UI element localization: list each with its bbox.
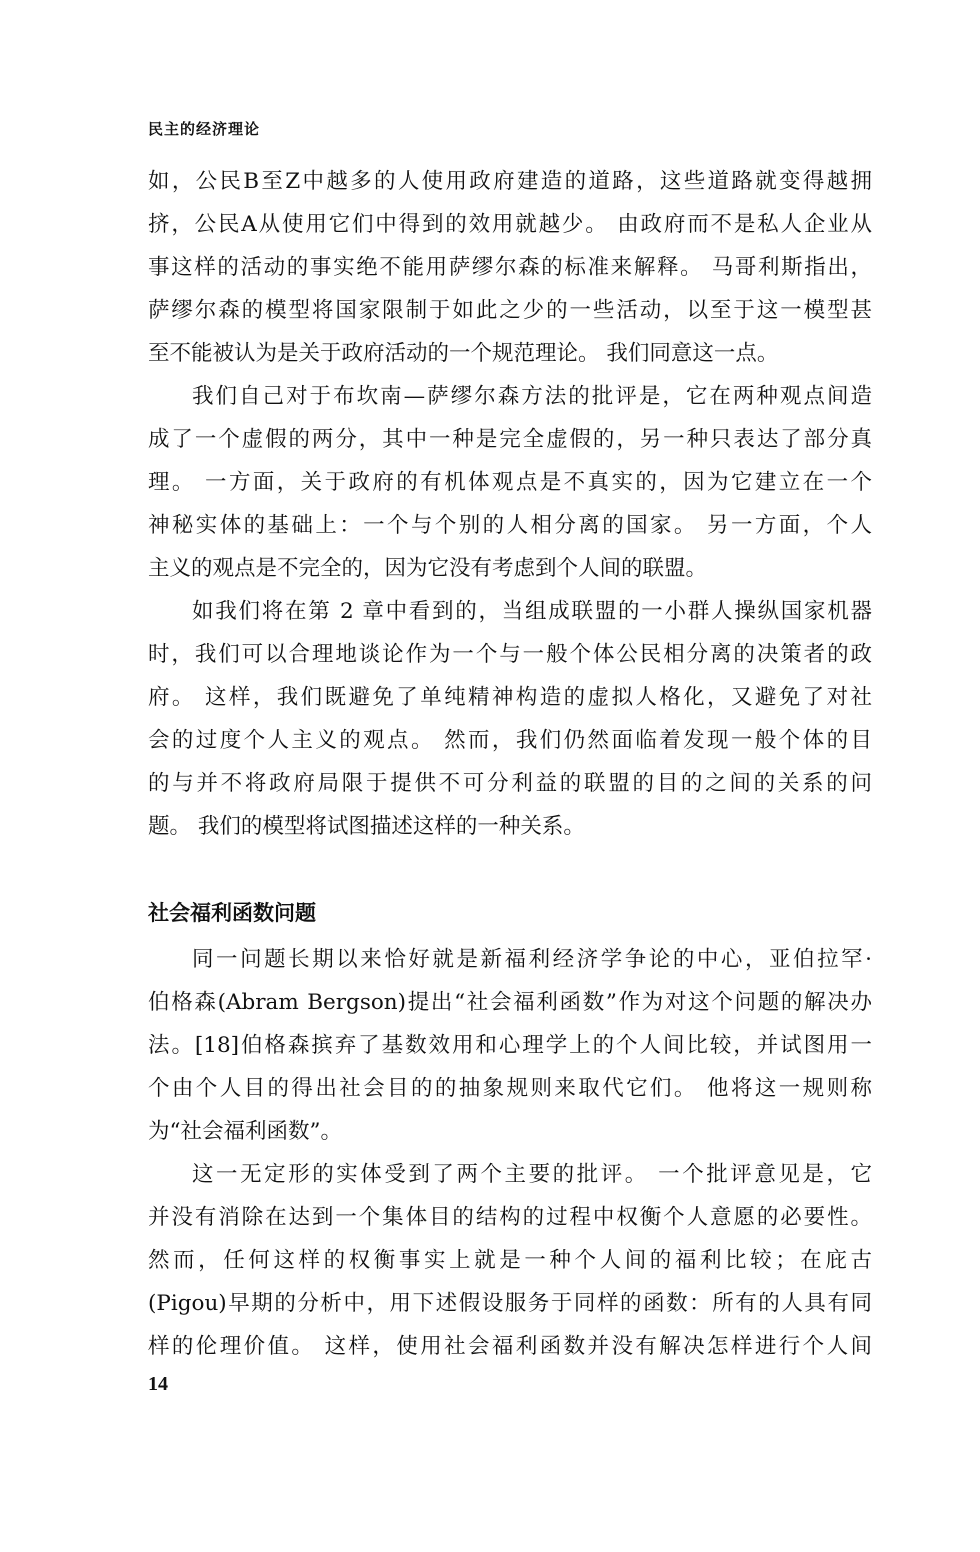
text-line: 如，公民B至Z中越多的人使用政府建造的道路，这些道路就变得越拥: [148, 169, 872, 194]
paragraph-first-line: 如我们将在第 2 章中看到的，当组成联盟的一小群人操纵国家机器: [192, 599, 872, 624]
text-line: 府。 这样，我们既避免了单纯精神构造的虚拟人格化，又避免了对社: [148, 685, 872, 710]
text-line: 并没有消除在达到一个集体目的结构的过程中权衡个人意愿的必要性。: [148, 1205, 872, 1230]
text-line: 事这样的活动的事实绝不能用萨缪尔森的标准来解释。 马哥利斯指出，: [148, 255, 872, 280]
text-line: 时，我们可以合理地谈论作为一个与一般个体公民相分离的决策者的政: [148, 642, 872, 667]
text-line: 理。 一方面，关于政府的有机体观点是不真实的，因为它建立在一个: [148, 470, 872, 495]
text-line: 法。[18]伯格森摈弃了基数效用和心理学上的个人间比较，并试图用一: [148, 1033, 872, 1058]
text-line: 挤，公民A从使用它们中得到的效用就越少。 由政府而不是私人企业从: [148, 212, 872, 237]
text-line: 神秘实体的基础上：一个与个别的人相分离的国家。 另一方面，个人: [148, 513, 872, 538]
text-line: 个由个人目的得出社会目的的抽象规则来取代它们。 他将这一规则称: [148, 1076, 872, 1101]
text-line: 主义的观点是不完全的，因为它没有考虑到个人间的联盟。: [148, 556, 708, 581]
paragraph-first-line: 这一无定形的实体受到了两个主要的批评。 一个批评意见是，它: [192, 1162, 872, 1187]
text-line: (Pigou)早期的分析中，用下述假设服务于同样的函数：所有的人具有同: [148, 1291, 872, 1316]
paragraph-first-line: 我们自己对于布坎南—萨缪尔森方法的批评是，它在两种观点间造: [192, 384, 872, 409]
text-line: 伯格森(Abram Bergson)提出“社会福利函数”作为对这个问题的解决办: [148, 990, 872, 1015]
text-line: 萨缪尔森的模型将国家限制于如此之少的一些活动，以至于这一模型甚: [148, 298, 872, 323]
text-line: 的与并不将政府局限于提供不可分利益的联盟的目的之间的关系的问: [148, 771, 872, 796]
section-heading: 社会福利函数问题: [148, 901, 316, 925]
text-line: 然而，任何这样的权衡事实上就是一种个人间的福利比较；在庇古: [148, 1248, 872, 1273]
text-line: 成了一个虚假的两分，其中一种是完全虚假的，另一种只表达了部分真: [148, 427, 872, 452]
text-line: 会的过度个人主义的观点。 然而，我们仍然面临着发现一般个体的目: [148, 728, 872, 753]
running-head-title: 民主的经济理论: [148, 120, 261, 138]
text-line: 至不能被认为是关于政府活动的一个规范理论。 我们同意这一点。: [148, 341, 779, 366]
text-line: 题。 我们的模型将试图描述这样的一种关系。: [148, 814, 585, 839]
body-text-bottom: [148, 938, 872, 1368]
body-text-top: [148, 160, 872, 848]
text-line: 为“社会福利函数”。: [148, 1119, 342, 1144]
paragraph-first-line: 同一问题长期以来恰好就是新福利经济学争论的中心，亚伯拉罕·: [192, 947, 872, 972]
page-number: 14: [148, 1373, 168, 1395]
text-line: 样的伦理价值。 这样，使用社会福利函数并没有解决怎样进行个人间: [148, 1334, 872, 1359]
